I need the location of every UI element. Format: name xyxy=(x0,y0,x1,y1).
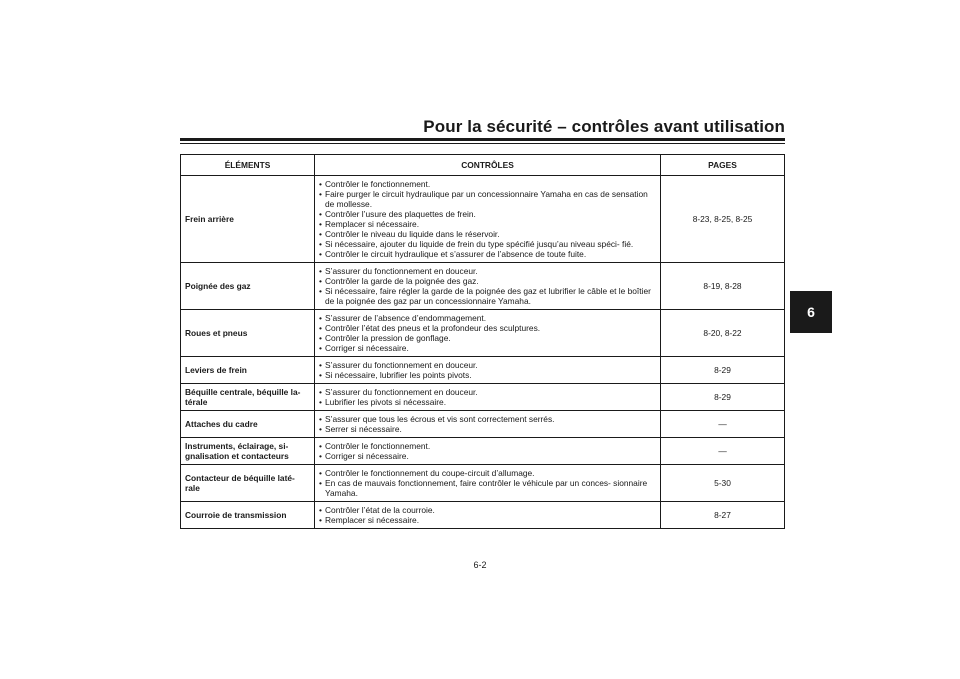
row-pages: 8-29 xyxy=(661,357,785,384)
row-checks xyxy=(315,502,661,529)
checks-list xyxy=(319,179,656,259)
row-pages: 8-20, 8-22 xyxy=(661,310,785,357)
checks-list xyxy=(319,387,656,407)
table-row xyxy=(181,411,785,438)
check-item: • Contrôler l’état de la courroie. xyxy=(319,505,656,515)
checks-list xyxy=(319,313,656,353)
row-checks xyxy=(315,384,661,411)
row-item: Attaches du cadre xyxy=(181,411,315,438)
check-item: • En cas de mauvais fonctionnement, faire contrôler le véhicule par un conces- sionnaire Yamaha. xyxy=(319,478,656,498)
row-item: Contacteur de béquille laté- rale xyxy=(181,465,315,502)
check-item: • Si nécessaire, faire régler la garde de la poignée des gaz et lubrifier le câble et le boîtier de la poignée des gaz par un concessionnaire Yamaha. xyxy=(319,286,656,306)
row-pages: 8-19, 8-28 xyxy=(661,263,785,310)
row-item: Leviers de frein xyxy=(181,357,315,384)
row-checks xyxy=(315,263,661,310)
table-row xyxy=(181,357,785,384)
check-item: • Corriger si nécessaire. xyxy=(319,343,656,353)
check-item: • S’assurer que tous les écrous et vis sont correctement serrés. xyxy=(319,414,656,424)
check-item: • Corriger si nécessaire. xyxy=(319,451,656,461)
check-item: • S’assurer du fonctionnement en douceur. xyxy=(319,266,656,276)
header-rule-thin xyxy=(180,143,785,144)
row-item: Frein arrière xyxy=(181,176,315,263)
row-checks xyxy=(315,411,661,438)
check-item: • Contrôler l’usure des plaquettes de frein. xyxy=(319,209,656,219)
checks-list xyxy=(319,414,656,434)
row-item: Béquille centrale, béquille la- térale xyxy=(181,384,315,411)
check-item: • S’assurer du fonctionnement en douceur. xyxy=(319,360,656,370)
row-checks xyxy=(315,176,661,263)
check-item: • Contrôler le fonctionnement du coupe-circuit d’allumage. xyxy=(319,468,656,478)
chapter-tab: 6 xyxy=(790,291,832,333)
check-item: • S’assurer de l’absence d’endommagement. xyxy=(319,313,656,323)
table-row xyxy=(181,176,785,263)
check-item: • Contrôler l’état des pneus et la profondeur des sculptures. xyxy=(319,323,656,333)
row-pages: 8-27 xyxy=(661,502,785,529)
row-pages: 5-30 xyxy=(661,465,785,502)
table-row xyxy=(181,310,785,357)
table-row xyxy=(181,502,785,529)
checks-list xyxy=(319,360,656,380)
check-item: • Si nécessaire, lubrifier les points pivots. xyxy=(319,370,656,380)
check-item: • Contrôler le fonctionnement. xyxy=(319,179,656,189)
row-pages: — xyxy=(661,438,785,465)
row-item: Roues et pneus xyxy=(181,310,315,357)
table-header-row xyxy=(181,155,785,176)
table-row xyxy=(181,384,785,411)
table-row xyxy=(181,465,785,502)
table-body xyxy=(181,176,785,529)
check-item: • Contrôler la garde de la poignée des gaz. xyxy=(319,276,656,286)
column-header-controls: CONTRÔLES xyxy=(315,155,661,176)
checks-list xyxy=(319,468,656,498)
check-item: • Contrôler la pression de gonflage. xyxy=(319,333,656,343)
row-pages: 8-23, 8-25, 8-25 xyxy=(661,176,785,263)
check-item: • Lubrifier les pivots si nécessaire. xyxy=(319,397,656,407)
check-item: • Remplacer si nécessaire. xyxy=(319,219,656,229)
checks-list xyxy=(319,266,656,306)
table-row xyxy=(181,263,785,310)
check-item: • Contrôler le circuit hydraulique et s’assurer de l’absence de toute fuite. xyxy=(319,249,656,259)
page-number: 6-2 xyxy=(473,560,487,570)
check-item: • Serrer si nécessaire. xyxy=(319,424,656,434)
row-checks xyxy=(315,357,661,384)
table-row xyxy=(181,438,785,465)
row-pages: 8-29 xyxy=(661,384,785,411)
row-checks xyxy=(315,465,661,502)
pre-operation-checks-table xyxy=(180,154,785,529)
row-item: Courroie de transmission xyxy=(181,502,315,529)
check-item: • Si nécessaire, ajouter du liquide de frein du type spécifié jusqu’au niveau spéci- fié. xyxy=(319,239,656,249)
row-item: Instruments, éclairage, si- gnalisation et contacteurs xyxy=(181,438,315,465)
row-item: Poignée des gaz xyxy=(181,263,315,310)
page-title: Pour la sécurité – contrôles avant utilisation xyxy=(423,117,785,136)
check-item: • Remplacer si nécessaire. xyxy=(319,515,656,525)
row-checks xyxy=(315,438,661,465)
row-pages: — xyxy=(661,411,785,438)
checks-list xyxy=(319,505,656,525)
column-header-elements: ÉLÉMENTS xyxy=(181,155,315,176)
row-checks xyxy=(315,310,661,357)
column-header-pages: PAGES xyxy=(661,155,785,176)
checks-list xyxy=(319,441,656,461)
check-item: • S’assurer du fonctionnement en douceur. xyxy=(319,387,656,397)
check-item: • Contrôler le niveau du liquide dans le réservoir. xyxy=(319,229,656,239)
header-rule-thick xyxy=(180,138,785,141)
check-item: • Faire purger le circuit hydraulique par un concessionnaire Yamaha en cas de sensation de mollesse. xyxy=(319,189,656,209)
check-item: • Contrôler le fonctionnement. xyxy=(319,441,656,451)
